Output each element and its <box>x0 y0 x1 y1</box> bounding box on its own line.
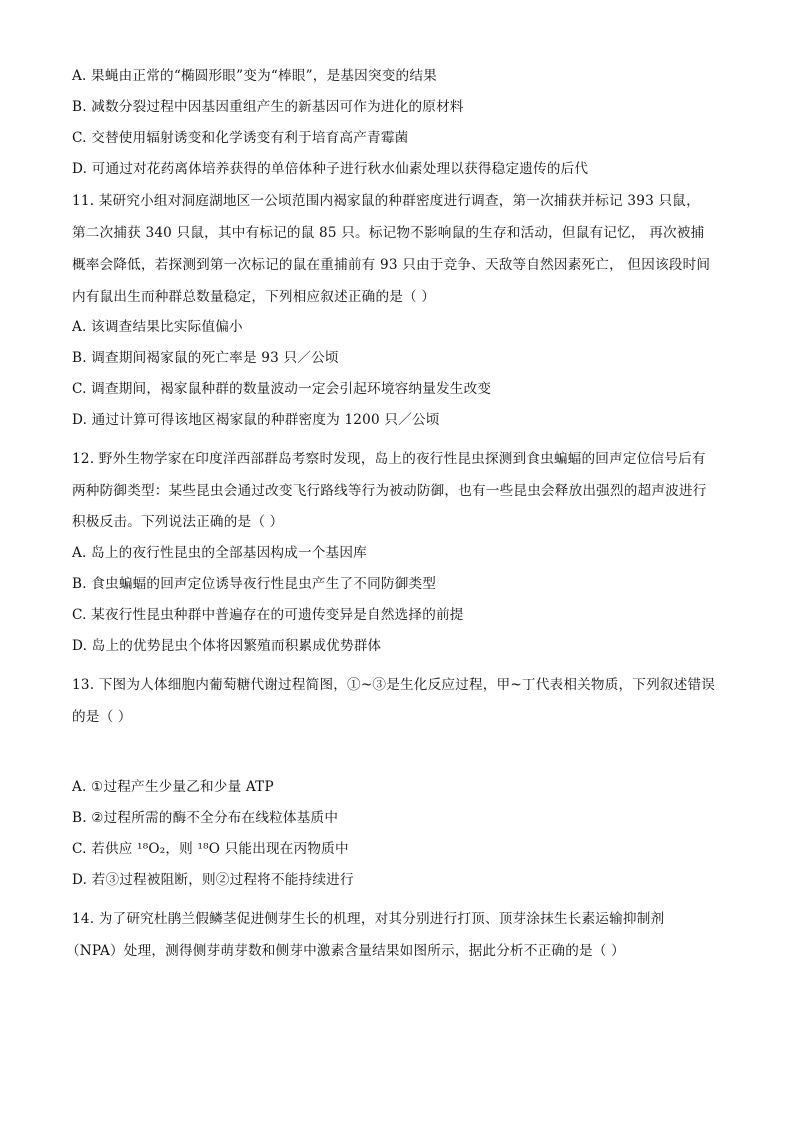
q13-option-b: B. ②过程所需的酶不全分布在线粒体基质中 <box>72 810 339 826</box>
q12-option-b: B. 食虫蝙蝠的回声定位诱导夜行性昆虫产生了不同防御类型 <box>72 576 437 592</box>
q10-option-d: D. 可通过对花药离体培养获得的单倍体种子进行秋水仙素处理以获得稳定遗传的后代 <box>72 161 589 177</box>
q13-stem-line-1: 13. 下图为人体细胞内葡萄糖代谢过程简图，①~③是生化反应过程，甲~丁代表相关物质，下列叙述错误 <box>72 677 716 693</box>
q11-stem-line-4: 内有鼠出生而种群总数量稳定，下列相应叙述正确的是（ ） <box>72 289 436 305</box>
q14-stem-line-1: 14. 为了研究杜鹃兰假鳞茎促进侧芽生长的机理，对其分别进行打顶、顶芽涂抹生长素运输抑制剂 <box>72 911 665 927</box>
q11-option-d: D. 通过计算可得该地区褐家鼠的种群密度为 1200 只／公顷 <box>72 412 440 428</box>
q12-option-a: A. 岛上的夜行性昆虫的全部基因构成一个基因库 <box>72 545 367 561</box>
q12-option-d: D. 岛上的优势昆虫个体将因繁殖而积累成优势群体 <box>72 638 382 654</box>
q11-stem-line-3: 概率会降低，若探测到第一次标记的鼠在重捕前有 93 只由于竞争、天敌等自然因素死亡， 但因该段时间 <box>72 257 711 273</box>
q11-stem-line-2: 第二次捕获 340 只鼠，其中有标记的鼠 85 只。标记物不影响鼠的生存和活动，但鼠有记忆， 再次被捕 <box>72 225 705 241</box>
q10-option-a: A. 果蝇由正常的“椭圆形眼”变为“棒眼”，是基因突变的结果 <box>72 68 437 84</box>
q13-figure-placeholder <box>72 736 722 772</box>
q11-option-b: B. 调查期间褐家鼠的死亡率是 93 只／公顷 <box>72 350 339 366</box>
q13-option-a: A. ①过程产生少量乙和少量 ATP <box>72 779 274 795</box>
q10-option-b: B. 减数分裂过程中因基因重组产生的新基因可作为进化的原材料 <box>72 99 464 115</box>
q11-option-c: C. 调查期间，褐家鼠种群的数量波动一定会引起环境容纳量发生改变 <box>72 381 492 397</box>
q12-stem-line-1: 12. 野外生物学家在印度洋西部群岛考察时发现，岛上的夜行性昆虫探测到食虫蝙蝠的回声定位信号后有 <box>72 451 706 467</box>
q13-option-d: D. 若③过程被阻断，则②过程将不能持续进行 <box>72 872 354 888</box>
q12-stem-line-2: 两种防御类型：某些昆虫会通过改变飞行路线等行为被动防御，也有一些昆虫会释放出强烈的超声波进行 <box>72 483 707 499</box>
q10-option-c: C. 交替使用辐射诱变和化学诱变有利于培育高产青霉菌 <box>72 130 409 146</box>
q12-option-c: C. 某夜行性昆虫种群中普遍存在的可遗传变异是自然选择的前提 <box>72 607 464 623</box>
q11-stem-line-1: 11. 某研究小组对洞庭湖地区一公顷范围内褐家鼠的种群密度进行调查，第一次捕获并标记 393 只鼠， <box>72 193 700 209</box>
q13-stem-line-2: 的是（ ） <box>72 709 132 725</box>
q12-stem-line-3: 积极反击。下列说法正确的是（ ） <box>72 514 284 530</box>
q11-option-a: A. 该调查结果比实际值偏小 <box>72 319 243 335</box>
q13-option-c: C. 若供应 ¹⁸O₂，则 ¹⁸O 只能出现在丙物质中 <box>72 841 349 857</box>
q14-stem-line-2: （NPA）处理，测得侧芽萌芽数和侧芽中激素含量结果如图所示，据此分析不正确的是（ ） <box>66 943 625 959</box>
